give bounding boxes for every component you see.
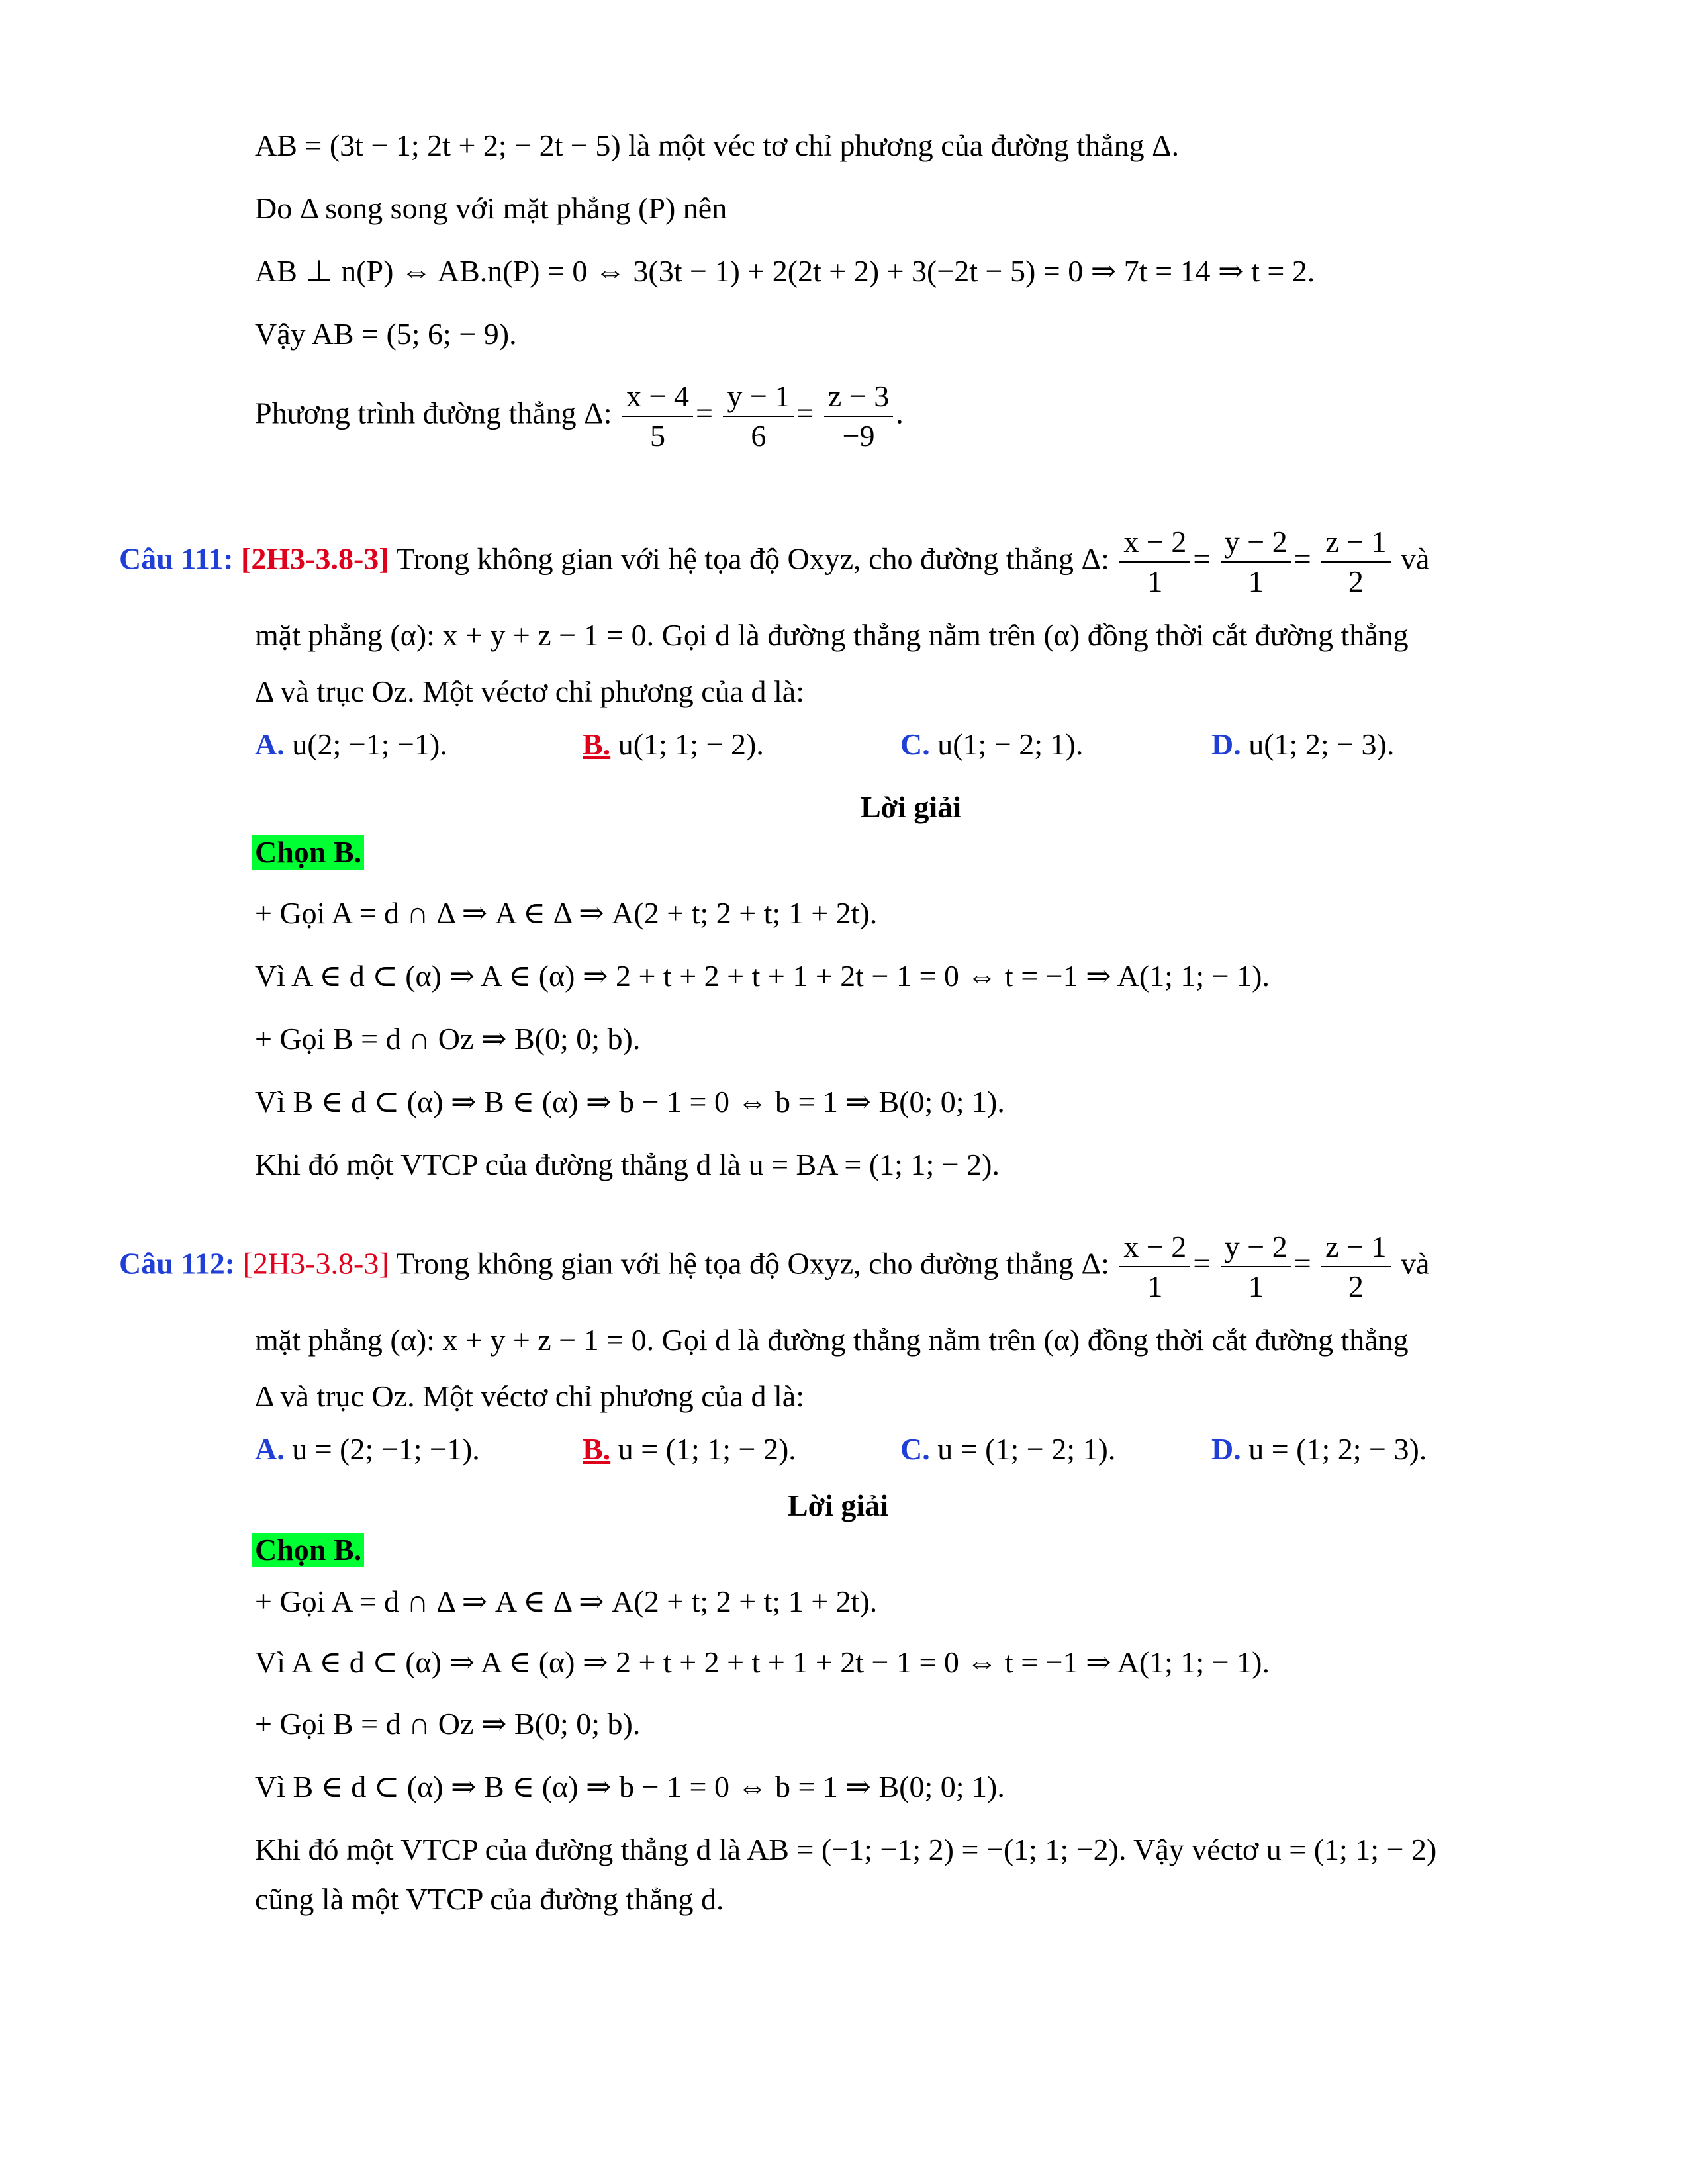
line-equation-prefix: Phương trình đường thẳng Δ:	[255, 396, 612, 430]
solution-step-2: Vì A ∈ d ⊂ (α) ⇒ A ∈ (α) ⇒ 2 + t + 2 + t + 1 + 2t − 1 = 0 ⇔ t = −1 ⇒ A(1; 1; − 1).	[255, 959, 1270, 993]
conjunction: và	[1401, 541, 1430, 576]
question-tag: [2H3-3.8-3]	[241, 541, 389, 576]
solution-step-5: Khi đó một VTCP của đường thẳng d là AB = (−1; −1; 2) = −(1; 1; −2). Vậy véctơ u = (1; 1; − 2)	[255, 1833, 1437, 1866]
top-line-1: AB = (3t − 1; 2t + 2; − 2t − 5) là một véc tơ chỉ phương của đường thẳng Δ.	[255, 128, 1180, 162]
solution-step-2: Vì A ∈ d ⊂ (α) ⇒ A ∈ (α) ⇒ 2 + t + 2 + t + 1 + 2t − 1 = 0 ⇔ t = −1 ⇒ A(1; 1; − 1).	[255, 1645, 1270, 1679]
solution-step-3: + Gọi B = d ∩ Oz ⇒ B(0; 0; b).	[255, 1707, 641, 1741]
fraction-y: $\frac{y - 1}{6}$	[723, 377, 794, 455]
solution-step-4: Vì B ∈ d ⊂ (α) ⇒ B ∈ (α) ⇒ b − 1 = 0 ⇔ b = 1 ⇒ B(0; 0; 1).	[255, 1770, 1005, 1803]
solution-step-3: + Gọi B = d ∩ Oz ⇒ B(0; 0; b).	[255, 1022, 641, 1056]
answer-choice: Chọn B.	[252, 1533, 364, 1567]
answer-choice: Chọn B.	[252, 835, 364, 870]
conjunction: và	[1401, 1246, 1430, 1281]
top-line-4: Vậy AB = (5; 6; − 9).	[255, 317, 517, 351]
option-c[interactable]: C. u = (1; − 2; 1).	[900, 1432, 1116, 1466]
question-111-stem-3: Δ và trục Oz. Một véctơ chỉ phương của d là:	[255, 674, 804, 708]
solution-step-6: cũng là một VTCP của đường thẳng d.	[255, 1882, 724, 1916]
question-111-stem-2: mặt phẳng (α): x + y + z − 1 = 0. Gọi d là đường thẳng nằm trên (α) đồng thời cắt đường thẳng	[255, 618, 1409, 652]
question-111-header: Câu 111: [2H3-3.8-3] Trong không gian với hệ tọa độ Oxyz, cho đường thẳng Δ: $\frac{x - 2}{1}$ = $\frac{y - 2}{1}$ = $\frac{z - 1}{2}$ và	[119, 523, 1429, 601]
option-b[interactable]: B. u = (1; 1; − 2).	[583, 1432, 796, 1466]
solution-step-1: + Gọi A = d ∩ Δ ⇒ A ∈ Δ ⇒ A(2 + t; 2 + t; 1 + 2t).	[255, 1584, 878, 1618]
solution-heading: Lời giải	[861, 790, 961, 824]
option-d[interactable]: D. u = (1; 2; − 3).	[1211, 1432, 1427, 1466]
option-d[interactable]: D. u(1; 2; − 3).	[1211, 727, 1395, 761]
fraction-z: $\frac{z - 1}{2}$	[1321, 1228, 1390, 1306]
solution-step-5: Khi đó một VTCP của đường thẳng d là u = BA = (1; 1; − 2).	[255, 1148, 1000, 1181]
question-112-stem-2: mặt phẳng (α): x + y + z − 1 = 0. Gọi d là đường thẳng nằm trên (α) đồng thời cắt đường thẳng	[255, 1323, 1409, 1357]
fraction-z: $\frac{z - 3}{-9}$	[824, 377, 893, 455]
fraction-x: $\frac{x - 4}{5}$	[622, 377, 693, 455]
fraction-z: $\frac{z - 1}{2}$	[1321, 523, 1390, 601]
option-c[interactable]: C. u(1; − 2; 1).	[900, 727, 1084, 761]
solution-heading: Lời giải	[788, 1488, 888, 1522]
question-label: Câu 112:	[119, 1246, 236, 1281]
fraction-x: $\frac{x - 2}{1}$	[1119, 523, 1190, 601]
top-line-2: Do Δ song song với mặt phẳng (P) nên	[255, 191, 727, 225]
question-112-stem-3: Δ và trục Oz. Một véctơ chỉ phương của d là:	[255, 1379, 804, 1413]
question-tag: [2H3-3.8-3]	[242, 1246, 389, 1281]
fraction-x: $\frac{x - 2}{1}$	[1119, 1228, 1190, 1306]
fraction-y: $\frac{y - 2}{1}$	[1221, 1228, 1291, 1306]
question-112-header: Câu 112: [2H3-3.8-3] Trong không gian với hệ tọa độ Oxyz, cho đường thẳng Δ: $\frac{x - 2}{1}$ = $\frac{y - 2}{1}$ = $\frac{z - 1}{2}$ và	[119, 1228, 1429, 1306]
question-stem: Trong không gian với hệ tọa độ Oxyz, cho đường thẳng Δ:	[396, 541, 1109, 576]
solution-step-1: + Gọi A = d ∩ Δ ⇒ A ∈ Δ ⇒ A(2 + t; 2 + t; 1 + 2t).	[255, 896, 878, 930]
question-stem: Trong không gian với hệ tọa độ Oxyz, cho đường thẳng Δ:	[396, 1246, 1109, 1281]
solution-step-4: Vì B ∈ d ⊂ (α) ⇒ B ∈ (α) ⇒ b − 1 = 0 ⇔ b = 1 ⇒ B(0; 0; 1).	[255, 1085, 1005, 1118]
option-b[interactable]: B. u(1; 1; − 2).	[583, 727, 764, 761]
question-label: Câu 111:	[119, 541, 234, 576]
top-line-3: AB ⊥ n(P) ⇔ AB.n(P) = 0 ⇔ 3(3t − 1) + 2(2t + 2) + 3(−2t − 5) = 0 ⇒ 7t = 14 ⇒ t = 2.	[255, 254, 1315, 288]
option-a[interactable]: A. u = (2; −1; −1).	[255, 1432, 480, 1466]
top-line-5: Phương trình đường thẳng Δ: $\frac{x - 4}{5}$ = $\frac{y - 1}{6}$ = $\frac{z - 3}{-9}$ .	[255, 377, 904, 455]
option-a[interactable]: A. u(2; −1; −1).	[255, 727, 447, 761]
fraction-y: $\frac{y - 2}{1}$	[1221, 523, 1291, 601]
